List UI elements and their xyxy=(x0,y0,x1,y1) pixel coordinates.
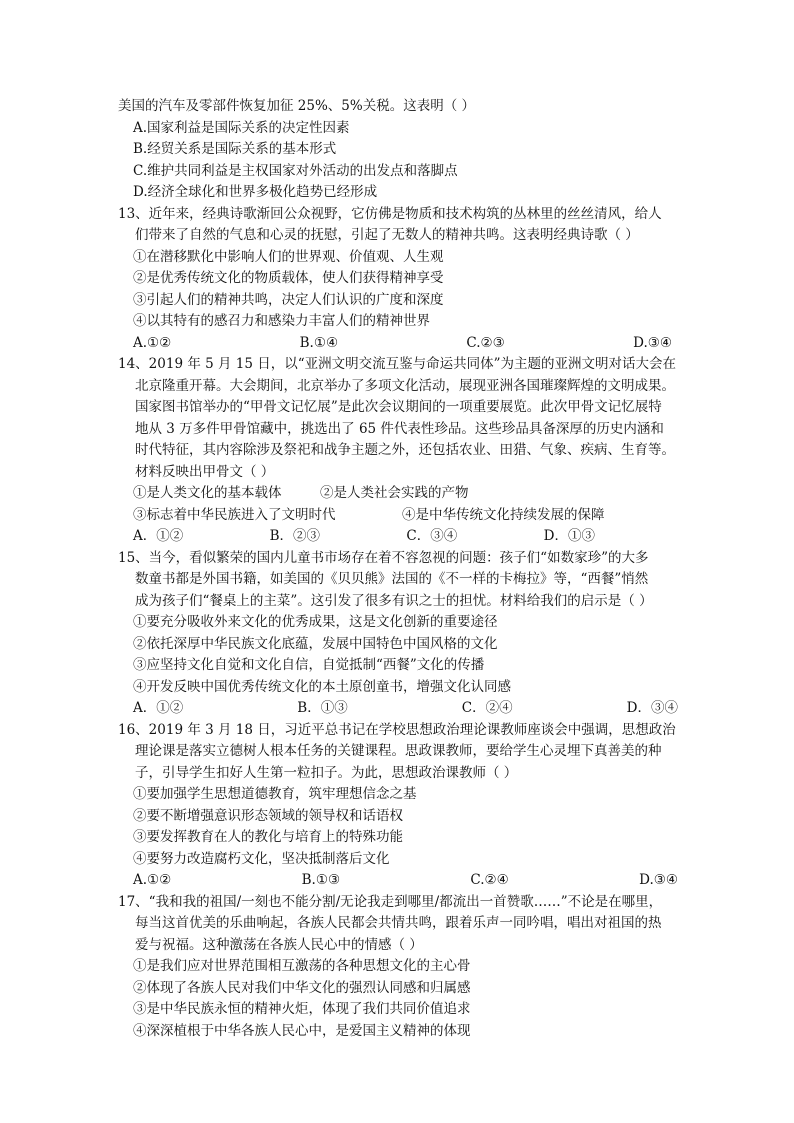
q14-choice-a: A．①② xyxy=(133,528,184,544)
q15-choice-a: A．①② xyxy=(133,700,184,716)
q15-choice-b: B．①③ xyxy=(297,700,348,716)
q13-choice-d: D.③④ xyxy=(633,334,672,351)
q16-item-2: ②要不断增强意识形态领域的领导权和话语权 xyxy=(133,807,403,824)
q14-item-4: ④是中华传统文化持续发展的保障 xyxy=(402,506,605,523)
q13-choice-c: C.②③ xyxy=(466,334,505,351)
q16-item-4: ④要努力改造腐朽文化，坚决抵制落后文化 xyxy=(133,850,390,867)
q13-stem-line: 13、近年来，经典诗歌渐回公众视野，它仿佛是物质和技术构筑的丛林里的丝丝清风，给人 xyxy=(118,205,662,222)
q13-item-2: ②是优秀传统文化的物质载体，使人们获得精神享受 xyxy=(133,270,444,286)
q16-stem-line: 16、2019 年 3 月 18 日，习近平总书记在学校思想政治理论课教师座谈会中强调，思想政治 xyxy=(118,721,676,738)
q14-choice-c: C．③④ xyxy=(406,528,458,544)
q13-stem-line: 们带来了自然的气息和心灵的抚慰，引起了无数人的精神共鸣。这表明经典诗歌（ ） xyxy=(135,227,639,243)
q15-item-3: ③应坚持文化自觉和文化自信，自觉抵制“西餐”文化的传播 xyxy=(133,657,485,673)
q12-option-b: B.经贸关系是国际关系的基本形式 xyxy=(133,141,337,157)
q15-item-4: ④开发反映中国优秀传统文化的本土原创童书，增强文化认同感 xyxy=(133,678,511,695)
q14-stem-line: 地从 3 万多件甲骨馆藏中，挑选出了 65 件代表性珍品。这些珍品具备深厚的历史内涵和 xyxy=(135,420,664,437)
q14-stem-line: 国家图书馆举办的“甲骨文记忆展”是此次会议期间的一项重要展览。此次甲骨文记忆展特 xyxy=(135,399,662,415)
q17-item-3: ③是中华民族永恒的精神火炬，体现了我们共同价值追求 xyxy=(133,1001,471,1017)
q14-choice-d: D．①③ xyxy=(543,528,595,544)
q13-choice-b: B.①④ xyxy=(299,334,339,351)
q14-stem-line: 北京隆重开幕。大会期间，北京举办了多项文化活动，展现亚洲各国璀璨辉煌的文明成果。 xyxy=(135,377,675,394)
q15-choice-d: D．③④ xyxy=(626,700,678,716)
q14-item-2: ②是人类社会实践的产物 xyxy=(320,485,469,501)
q15-stem-line: 数童书都是外国书籍，如美国的《贝贝熊》法国的《不一样的卡梅拉》等，“西餐”悄然 xyxy=(135,571,649,587)
q16-stem-line: 理论课是落实立德树人根本任务的关键课程。思政课教师，要给学生心灵埋下真善美的种 xyxy=(135,743,662,759)
q12-option-a: A.国家利益是国际关系的决定性因素 xyxy=(133,119,350,136)
q15-choice-c: C．②④ xyxy=(461,700,513,716)
q16-item-3: ③要发挥教育在人的教化与培育上的特殊功能 xyxy=(133,829,403,845)
question-list xyxy=(118,96,678,1042)
q16-choice-c: C.②④ xyxy=(470,872,509,888)
q15-stem-line: 15、当今，看似繁荣的国内儿童书市场存在着不容忽视的问题：孩子们“如数家珍”的大多 xyxy=(118,549,649,566)
q14-stem-line: 时代特征，其内容除涉及祭祀和战争主题之外，还包括农业、田猎、气象、疾病、生育等。 xyxy=(135,442,675,458)
q17-stem-line: 每当这首优美的乐曲响起，各族人民都会共情共鸣，跟着乐声一同吟唱，唱出对祖国的热 xyxy=(135,915,662,931)
q14-choices xyxy=(118,526,678,548)
q15-item-1: ①要充分吸收外来文化的优秀成果，这是文化创新的重要途径 xyxy=(133,614,498,630)
q14-item-1: ①是人类文化的基本载体 xyxy=(133,485,282,501)
q14-stem-line: 14、2019 年 5 月 15 日，以“亚洲文明交流互鉴与命运共同体”为主题的亚洲文明对话大会在 xyxy=(118,356,677,372)
q14-items-row xyxy=(118,505,678,527)
q14-choice-b: B．②③ xyxy=(269,528,321,544)
q16-choice-b: B.①③ xyxy=(301,872,341,888)
q17-item-2: ②体现了各族人民对我们中华文化的强烈认同感和归属感 xyxy=(133,979,471,996)
q13-item-4: ④以其特有的感召力和感染力丰富人们的精神世界 xyxy=(133,313,430,329)
q14-items-row xyxy=(118,483,678,505)
q16-choice-a: A.①② xyxy=(133,872,172,888)
q15-stem-line: 成为孩子们“餐桌上的主菜”。这引发了很多有识之士的担忧。材料给我们的启示是（ ） xyxy=(135,592,653,609)
q14-stem-line: 材料反映出甲骨文（ ） xyxy=(135,463,275,480)
q16-choices xyxy=(118,870,678,892)
q14-item-3: ③标志着中华民族进入了文明时代 xyxy=(133,506,336,523)
q13-choices xyxy=(118,333,678,355)
q13-item-3: ③引起人们的精神共鸣，决定人们认识的广度和深度 xyxy=(133,291,444,308)
q12-option-c: C.维护共同利益是主权国家对外活动的出发点和落脚点 xyxy=(133,162,458,179)
q16-item-1: ①要加强学生思想道德教育，筑牢理想信念之基 xyxy=(133,786,417,802)
q17-stem-line: 17、“我和我的祖国/一刻也不能分割/无论我走到哪里/都流出一首赞歌……”不论是在哪里， xyxy=(118,893,663,910)
q17-item-1: ①是我们应对世界范围相互激荡的各种思想文化的主心骨 xyxy=(133,958,471,974)
q17-stem-line: 爱与祝福。这种激荡在各族人民心中的情感（ ） xyxy=(135,936,423,953)
q13-choice-a: A.①② xyxy=(133,334,172,351)
q12-option-d: D.经济全球化和世界多极化趋势已经形成 xyxy=(133,184,378,200)
q13-item-1: ①在潜移默化中影响人们的世界观、价值观、人生观 xyxy=(133,248,444,265)
q15-item-2: ②依托深厚中华民族文化底蕴，发展中国特色中国风格的文化 xyxy=(133,635,498,652)
q15-choices xyxy=(118,698,678,720)
q12-stem: 美国的汽车及零部件恢复加征 25%、5%关税。这表明（ ） xyxy=(118,98,476,114)
q16-stem-line: 子，引导学生扣好人生第一粒扣子。为此，思想政治课教师（ ） xyxy=(135,764,518,781)
q16-choice-d: D.③④ xyxy=(639,872,678,888)
q17-item-4: ④深深植根于中华各族人民心中，是爱国主义精神的体现 xyxy=(133,1022,471,1039)
